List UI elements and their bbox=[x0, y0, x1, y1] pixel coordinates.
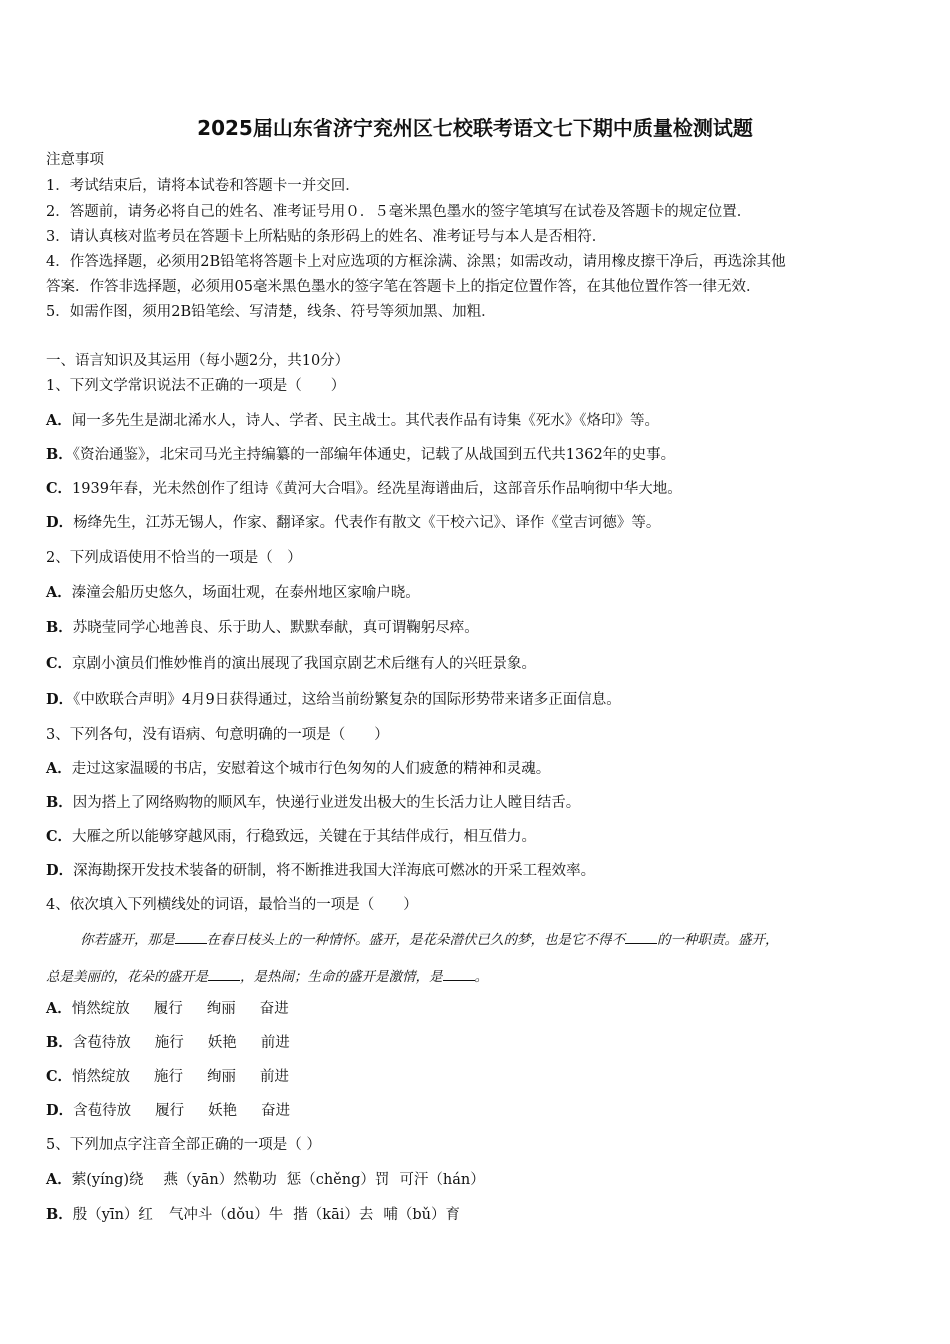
option-c bbox=[46, 827, 536, 847]
notice-heading: 注意事项 bbox=[46, 152, 104, 168]
option-b bbox=[46, 618, 479, 638]
blank bbox=[443, 966, 475, 981]
option-label: B． bbox=[46, 1206, 73, 1223]
option-a bbox=[46, 1170, 509, 1190]
option-a bbox=[46, 999, 313, 1019]
option-d bbox=[46, 1101, 314, 1121]
question-stem: 4、依次填入下列横线处的词语，最恰当的一项是（ ） bbox=[46, 897, 418, 913]
option-label: B． bbox=[46, 619, 73, 636]
option-a bbox=[46, 583, 420, 603]
option-text: 溱潼会船历史悠久，场面壮观，在泰州地区家喻户晓。 bbox=[71, 585, 420, 601]
option-word: 履行 bbox=[155, 1103, 185, 1119]
option-word: 履行 bbox=[153, 1001, 183, 1017]
option-d bbox=[46, 513, 660, 533]
blank bbox=[208, 966, 240, 981]
passage-line bbox=[80, 929, 779, 950]
passage-text: 总是美丽的，花朵的盛开是 bbox=[46, 969, 208, 985]
option-word: 奋进 bbox=[261, 1103, 291, 1119]
option-d bbox=[46, 861, 595, 881]
option-label: C． bbox=[46, 828, 73, 845]
option-part: 萦(yíng)绕 bbox=[71, 1172, 144, 1188]
option-b bbox=[46, 1033, 314, 1053]
option-label: D． bbox=[46, 1102, 74, 1119]
section-heading: 一、语言知识及其运用（每小题2分，共10分） bbox=[46, 353, 350, 369]
option-word: 奋进 bbox=[259, 1001, 289, 1017]
option-word: 前进 bbox=[260, 1035, 290, 1051]
question-stem: 5、下列加点字注音全部正确的一项是（ ） bbox=[46, 1137, 321, 1153]
option-b bbox=[46, 1205, 484, 1225]
option-label: D． bbox=[46, 862, 74, 879]
option-b bbox=[46, 793, 580, 813]
passage-text: 。 bbox=[474, 969, 488, 985]
notice-item: 5．如需作图，须用2B铅笔绘、写清楚，线条、符号等须加黑、加粗． bbox=[46, 304, 496, 320]
option-text: 深海勘探开发技术装备的研制，将不断推进我国大洋海底可燃冰的开采工程效率。 bbox=[73, 863, 596, 879]
option-c bbox=[46, 479, 682, 499]
passage-text: 在春日枝头上的一种情怀。盛开，是花朵潜伏已久的梦，也是它不得不 bbox=[206, 932, 625, 948]
option-part: 揩（kāi）去 bbox=[293, 1207, 374, 1223]
option-part: 殷（yīn）红 bbox=[72, 1207, 153, 1223]
option-label: A． bbox=[46, 412, 72, 429]
option-d bbox=[46, 690, 621, 710]
option-label: A． bbox=[46, 584, 72, 601]
passage-text: 你若盛开，那是 bbox=[80, 932, 175, 948]
option-part: 哺（bǔ）育 bbox=[383, 1207, 460, 1223]
option-label: A． bbox=[46, 1171, 72, 1188]
option-label: B． bbox=[46, 446, 73, 463]
option-word: 绚丽 bbox=[207, 1069, 237, 1085]
option-label: A． bbox=[46, 760, 72, 777]
option-text: 大雁之所以能够穿越风雨，行稳致远，关键在于其结伴成行，相互借力。 bbox=[72, 829, 537, 845]
option-word: 施行 bbox=[154, 1069, 184, 1085]
question-stem: 3、下列各句，没有语病、句意明确的一项是（ ） bbox=[46, 727, 389, 743]
option-label: C． bbox=[46, 1068, 73, 1085]
option-word: 施行 bbox=[154, 1035, 184, 1051]
option-label: A． bbox=[46, 1000, 72, 1017]
option-label: B． bbox=[46, 794, 73, 811]
option-c bbox=[46, 654, 536, 674]
option-word: 妖艳 bbox=[208, 1103, 238, 1119]
option-word: 前进 bbox=[260, 1069, 290, 1085]
option-part: 燕（yān）然勒功 bbox=[163, 1172, 277, 1188]
option-text: 《资治通鉴》，北宋司马光主持编纂的一部编年体通史，记载了从战国到五代共1362年的史事。 bbox=[72, 447, 676, 463]
option-label: C． bbox=[46, 655, 73, 672]
question-stem: 2、下列成语使用不恰当的一项是（ ） bbox=[46, 550, 302, 566]
option-word: 绚丽 bbox=[206, 1001, 236, 1017]
option-label: C． bbox=[46, 480, 73, 497]
option-part: 可汗（hán） bbox=[399, 1172, 485, 1188]
question-stem: 1、下列文学常识说法不正确的一项是（ ） bbox=[46, 378, 346, 394]
option-text: 1939年春，光未然创作了组诗《黄河大合唱》。经冼星海谱曲后，这部音乐作品响彻中华大地。 bbox=[72, 481, 682, 497]
option-c bbox=[46, 1067, 313, 1087]
option-part: 惩（chěng）罚 bbox=[286, 1172, 390, 1188]
passage-text: 的一种职责。盛开， bbox=[657, 932, 779, 948]
notice-item: 3．请认真核对监考员在答题卡上所粘贴的条形码上的姓名、准考证号与本人是否相符． bbox=[46, 229, 607, 245]
option-b bbox=[46, 445, 675, 465]
option-text: 京剧小演员们惟妙惟肖的演出展现了我国京剧艺术后继有人的兴旺景象。 bbox=[72, 656, 537, 672]
notice-item: 答案．作答非选择题，必须用05毫米黑色墨水的签字笔在答题卡上的指定位置作答，在其他位置作答一律无效． bbox=[46, 279, 761, 295]
notice-item: 4．作答选择题，必须用2B铅笔将答题卡上对应选项的方框涂满、涂黑；如需改动，请用橡皮擦干净后，再选涂其他 bbox=[46, 254, 786, 270]
option-label: B． bbox=[46, 1034, 73, 1051]
option-word: 含苞待放 bbox=[72, 1035, 131, 1051]
option-text: 闻一多先生是湖北浠水人，诗人、学者、民主战士。其代表作品有诗集《死水》《烙印》等。 bbox=[71, 413, 660, 429]
notice-item: 1．考试结束后，请将本试卷和答题卡一并交回． bbox=[46, 178, 360, 194]
option-part: 气冲斗（dǒu）牛 bbox=[168, 1207, 284, 1223]
option-word: 妖艳 bbox=[207, 1035, 237, 1051]
notice-item: 2．答题前，请务必将自己的姓名、准考证号用０．５毫米黑色墨水的签字笔填写在试卷及答题卡的规定位置． bbox=[46, 204, 752, 220]
blank bbox=[625, 929, 657, 944]
page-title: 2025届山东省济宁兖州区七校联考语文七下期中质量检测试题 bbox=[197, 116, 753, 140]
option-text: 苏晓莹同学心地善良、乐于助人、默默奉献，真可谓鞠躬尽瘁。 bbox=[72, 620, 479, 636]
option-a bbox=[46, 759, 550, 779]
option-text: 走过这家温暖的书店，安慰着这个城市行色匆匆的人们疲惫的精神和灵魂。 bbox=[71, 761, 551, 777]
option-word: 悄然绽放 bbox=[71, 1001, 130, 1017]
option-word: 含苞待放 bbox=[73, 1103, 132, 1119]
option-label: D． bbox=[46, 514, 74, 531]
option-text: 《中欧联合声明》4月9日获得通过，这给当前纷繁复杂的国际形势带来诸多正面信息。 bbox=[73, 692, 621, 708]
blank bbox=[175, 929, 207, 944]
option-word: 悄然绽放 bbox=[72, 1069, 131, 1085]
passage-text: ，是热闹；生命的盛开是激情，是 bbox=[240, 969, 443, 985]
option-text: 杨绛先生，江苏无锡人，作家、翻译家。代表作有散文《干校六记》、译作《堂吉诃德》等。 bbox=[73, 515, 661, 531]
option-a bbox=[46, 411, 659, 431]
passage-line bbox=[46, 966, 488, 987]
option-label: D． bbox=[46, 691, 74, 708]
option-text: 因为搭上了网络购物的顺风车，快递行业迸发出极大的生长活力让人瞠目结舌。 bbox=[72, 795, 581, 811]
